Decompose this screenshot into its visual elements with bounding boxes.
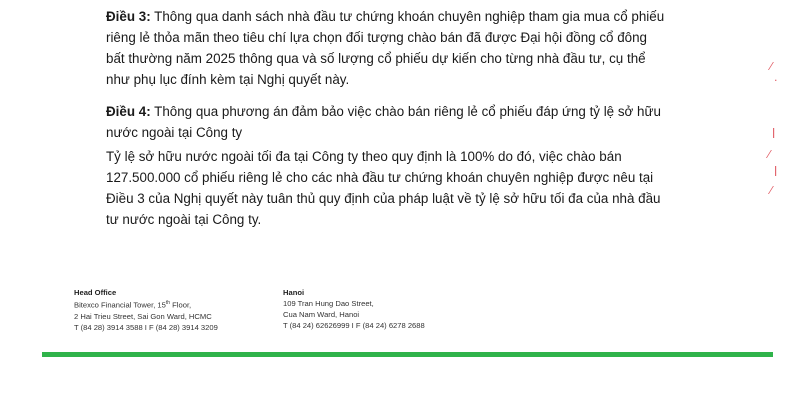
head-office-address-line-2: 2 Hai Trieu Street, Sai Gon Ward, HCMC: [74, 311, 212, 321]
article-4-label: Điều 4: [106, 104, 147, 119]
hanoi-phones: T (84 24) 62626999 I F (84 24) 6278 2688: [283, 321, 425, 330]
footer-hanoi-office: [283, 287, 425, 331]
hanoi-title: Hanoi: [283, 288, 305, 297]
paragraph-line-2: 127.500.000 cổ phiếu riêng lẻ cho các nhà đầu tư chứng khoán chuyên nghiệp được nêu tại: [106, 170, 654, 185]
paragraph-line-4: tư nước ngoài tại Công ty.: [106, 212, 262, 227]
head-office-title: Head Office: [74, 288, 117, 297]
stamp-edge-marks: ⁄ · ǀ ⁄ ǀ ⁄: [768, 60, 778, 197]
paragraph-line-3: Điều 3 của Nghị quyết này tuân thủ quy định của pháp luật về tỷ lệ sở hữu tối đa của nhà đầu: [106, 191, 661, 206]
article-4-line-1: Thông qua phương án đảm bảo việc chào bán riêng lẻ cổ phiếu đáp ứng tỷ lệ sở hữu: [154, 104, 661, 119]
head-office-phones: T (84 28) 3914 3588 I F (84 28) 3914 3209: [74, 322, 218, 332]
article-3-line-3: bất thường năm 2025 thông qua và số lượng cổ phiếu dự kiến cho từng nhà đầu tư, cụ thể: [106, 51, 646, 66]
article-3-line-1: Thông qua danh sách nhà đầu tư chứng khoán chuyên nghiệp tham gia mua cổ phiếu: [154, 9, 665, 24]
article-3-line-2: riêng lẻ thỏa mãn theo tiêu chí lựa chọn đối tượng chào bán đã được Đại hội đồng cổ đông: [106, 30, 648, 45]
article-4-line-2: nước ngoài tại Công ty: [106, 125, 243, 140]
hanoi-address-line-2: Cua Nam Ward, Hanoi: [283, 310, 360, 319]
article-3: Điều 3: Thông qua danh sách nhà đầu tư chứng khoán chuyên nghiệp tham gia mua cổ phiếu riêng lẻ thỏa mãn theo tiêu chí lựa chọn đối tượng chào bán đã được Đại hội đồng cổ đông bất thường năm 2025 thông qua và số lượng cổ phiếu dự kiến cho từng nhà đầu tư, cụ thể như phụ lục đính kèm tại Nghị quyết này.: [106, 6, 706, 90]
footer-head-office: [74, 287, 218, 333]
article-4: Điều 4: Thông qua phương án đảm bảo việc chào bán riêng lẻ cổ phiếu đáp ứng tỷ lệ sở hữu nước ngoài tại Công ty: [106, 101, 706, 143]
foreign-ownership-paragraph: [106, 146, 706, 230]
paragraph-line-1: Tỷ lệ sở hữu nước ngoài tối đa tại Công ty theo quy định là 100% do đó, việc chào bán: [106, 149, 622, 164]
footer-green-rule: [42, 352, 773, 357]
hanoi-address-line-1: 109 Tran Hung Dao Street,: [283, 299, 374, 308]
article-3-label: Điều 3: [106, 9, 147, 24]
head-office-address-line-1: Bitexco Financial Tower, 15th Floor,: [74, 300, 192, 310]
article-3-line-4: như phụ lục đính kèm tại Nghị quyết này.: [106, 72, 350, 87]
